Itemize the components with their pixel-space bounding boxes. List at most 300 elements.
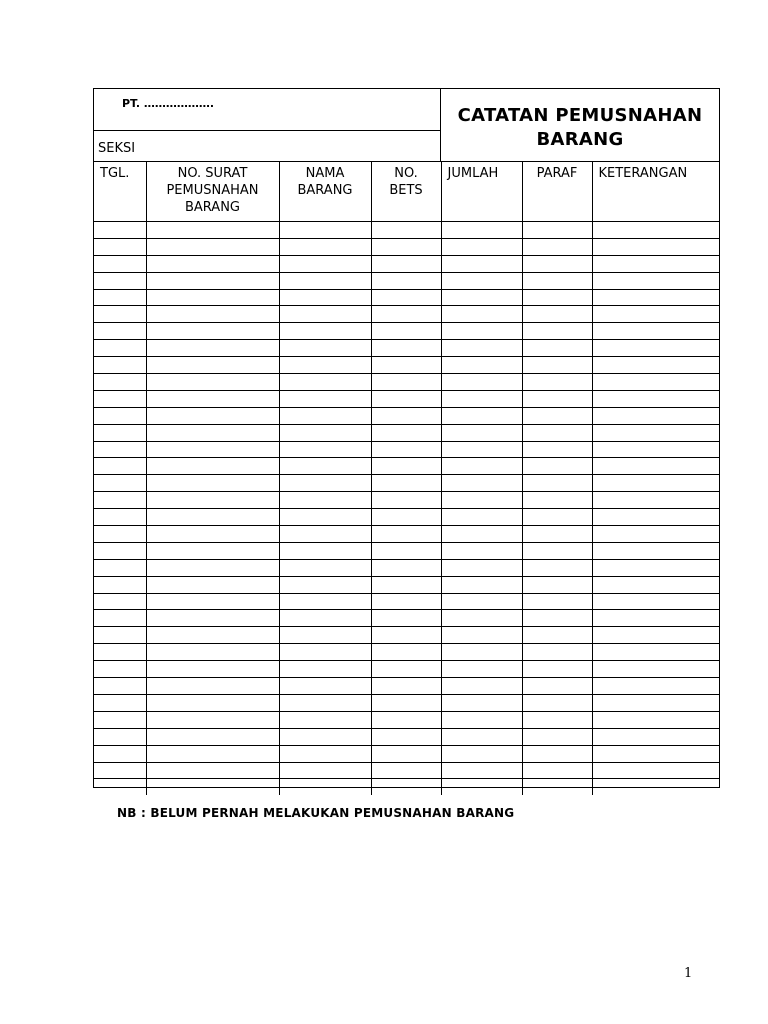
table-cell[interactable] — [94, 593, 146, 610]
table-cell[interactable] — [94, 509, 146, 526]
table-row — [94, 357, 719, 374]
table-cell[interactable] — [279, 374, 371, 391]
column-header — [592, 162, 719, 222]
table-cell[interactable] — [94, 526, 146, 543]
table-cell[interactable] — [94, 610, 146, 627]
table-cell[interactable] — [522, 222, 592, 239]
table-cell[interactable] — [94, 390, 146, 407]
table-cell[interactable] — [371, 576, 441, 593]
table-cell[interactable] — [592, 610, 719, 627]
table-cell[interactable] — [94, 492, 146, 509]
column-header-line: NO. SURAT — [177, 166, 248, 181]
table-cell[interactable] — [146, 694, 279, 711]
table-cell[interactable] — [94, 661, 146, 678]
table-cell[interactable] — [146, 728, 279, 745]
column-header — [279, 162, 371, 222]
table-cell[interactable] — [371, 238, 441, 255]
table-cell[interactable] — [522, 559, 592, 576]
column-header-line: NAMA — [305, 166, 345, 181]
table-cell[interactable] — [592, 306, 719, 323]
table-cell[interactable] — [371, 458, 441, 475]
table-cell[interactable] — [371, 441, 441, 458]
table-cell[interactable] — [279, 458, 371, 475]
table-cell[interactable] — [441, 542, 522, 559]
column-header-line: BARANG — [297, 183, 353, 198]
column-header — [522, 162, 592, 222]
table-cell[interactable] — [94, 475, 146, 492]
table-cell[interactable] — [371, 390, 441, 407]
table-cell[interactable] — [371, 323, 441, 340]
table-header-row — [94, 162, 719, 222]
table-cell[interactable] — [94, 441, 146, 458]
table-cell[interactable] — [371, 728, 441, 745]
table-cell[interactable] — [592, 779, 719, 795]
form-title — [458, 104, 703, 152]
table-cell[interactable] — [146, 526, 279, 543]
table-cell[interactable] — [146, 340, 279, 357]
table-cell[interactable] — [522, 458, 592, 475]
table-cell[interactable] — [592, 576, 719, 593]
table-cell[interactable] — [94, 323, 146, 340]
table-cell[interactable] — [592, 627, 719, 644]
table-cell[interactable] — [592, 272, 719, 289]
table-cell[interactable] — [279, 340, 371, 357]
table-cell[interactable] — [592, 711, 719, 728]
table-cell[interactable] — [94, 745, 146, 762]
table-cell[interactable] — [522, 390, 592, 407]
table-cell[interactable] — [592, 424, 719, 441]
table-cell[interactable] — [94, 627, 146, 644]
table-cell[interactable] — [146, 390, 279, 407]
table-row — [94, 779, 719, 795]
table-cell[interactable] — [592, 745, 719, 762]
table-cell[interactable] — [522, 255, 592, 272]
table-cell[interactable] — [146, 222, 279, 239]
table-cell[interactable] — [441, 661, 522, 678]
table-cell[interactable] — [146, 475, 279, 492]
table-cell[interactable] — [522, 711, 592, 728]
table-cell[interactable] — [441, 694, 522, 711]
table-cell[interactable] — [592, 526, 719, 543]
column-header-line: TGL. — [100, 166, 130, 181]
table-cell[interactable] — [146, 424, 279, 441]
table-cell[interactable] — [146, 678, 279, 695]
table-cell[interactable] — [279, 424, 371, 441]
table-row — [94, 407, 719, 424]
table-cell[interactable] — [94, 559, 146, 576]
table-row — [94, 576, 719, 593]
table-row — [94, 728, 719, 745]
column-header-line: BETS — [389, 183, 423, 198]
table-cell[interactable] — [94, 458, 146, 475]
table-cell[interactable] — [592, 678, 719, 695]
table-cell[interactable] — [441, 509, 522, 526]
table-cell[interactable] — [279, 610, 371, 627]
table-cell[interactable] — [592, 374, 719, 391]
table-cell[interactable] — [522, 610, 592, 627]
table-cell[interactable] — [522, 492, 592, 509]
table-cell[interactable] — [592, 390, 719, 407]
table-cell[interactable] — [592, 407, 719, 424]
table-cell[interactable] — [371, 661, 441, 678]
table-cell[interactable] — [592, 559, 719, 576]
table-cell[interactable] — [94, 678, 146, 695]
table-cell[interactable] — [522, 441, 592, 458]
table-cell[interactable] — [441, 610, 522, 627]
table-cell[interactable] — [522, 779, 592, 795]
table-cell[interactable] — [94, 340, 146, 357]
table-cell[interactable] — [371, 610, 441, 627]
table-cell[interactable] — [371, 745, 441, 762]
table-cell[interactable] — [94, 728, 146, 745]
table-cell[interactable] — [522, 762, 592, 779]
table-cell[interactable] — [441, 357, 522, 374]
table-cell[interactable] — [94, 694, 146, 711]
table-cell[interactable] — [94, 424, 146, 441]
table-cell[interactable] — [441, 492, 522, 509]
table-row — [94, 390, 719, 407]
table-cell[interactable] — [441, 390, 522, 407]
table-cell[interactable] — [94, 779, 146, 795]
title-cell — [441, 89, 719, 161]
table-row — [94, 272, 719, 289]
table-cell[interactable] — [441, 576, 522, 593]
destruction-record-form — [93, 88, 720, 788]
table-cell[interactable] — [592, 458, 719, 475]
table-cell[interactable] — [522, 475, 592, 492]
table-cell[interactable] — [279, 627, 371, 644]
table-cell[interactable] — [279, 542, 371, 559]
table-cell[interactable] — [441, 255, 522, 272]
column-header — [146, 162, 279, 222]
table-cell[interactable] — [441, 762, 522, 779]
table-cell[interactable] — [371, 559, 441, 576]
table-cell[interactable] — [94, 644, 146, 661]
table-cell[interactable] — [146, 762, 279, 779]
table-cell[interactable] — [592, 289, 719, 306]
table-cell[interactable] — [279, 289, 371, 306]
table-cell[interactable] — [146, 627, 279, 644]
table-cell[interactable] — [371, 289, 441, 306]
table-cell[interactable] — [94, 222, 146, 239]
table-cell[interactable] — [279, 694, 371, 711]
table-cell[interactable] — [279, 678, 371, 695]
table-cell[interactable] — [94, 374, 146, 391]
table-cell[interactable] — [94, 711, 146, 728]
table-cell[interactable] — [146, 509, 279, 526]
table-cell[interactable] — [279, 306, 371, 323]
table-cell[interactable] — [94, 762, 146, 779]
table-cell[interactable] — [279, 441, 371, 458]
table-cell[interactable] — [441, 678, 522, 695]
table-cell[interactable] — [279, 492, 371, 509]
table-cell[interactable] — [146, 711, 279, 728]
company-cell — [94, 89, 441, 131]
table-cell[interactable] — [441, 289, 522, 306]
table-cell[interactable] — [146, 492, 279, 509]
table-cell[interactable] — [94, 272, 146, 289]
table-cell[interactable] — [279, 559, 371, 576]
table-cell[interactable] — [94, 407, 146, 424]
table-cell[interactable] — [371, 222, 441, 239]
table-cell[interactable] — [146, 323, 279, 340]
table-cell[interactable] — [371, 627, 441, 644]
table-cell[interactable] — [146, 255, 279, 272]
table-row — [94, 289, 719, 306]
table-row — [94, 661, 719, 678]
table-cell[interactable] — [522, 424, 592, 441]
column-header-line: PEMUSNAHAN — [166, 183, 259, 198]
table-row — [94, 441, 719, 458]
table-cell[interactable] — [146, 745, 279, 762]
table-row — [94, 745, 719, 762]
table-cell[interactable] — [146, 779, 279, 795]
table-cell[interactable] — [441, 424, 522, 441]
table-row — [94, 222, 719, 239]
table-row — [94, 374, 719, 391]
table-cell[interactable] — [592, 542, 719, 559]
column-header-line: KETERANGAN — [598, 166, 688, 181]
table-cell[interactable] — [371, 424, 441, 441]
table-cell[interactable] — [592, 492, 719, 509]
table-cell[interactable] — [592, 644, 719, 661]
table-cell[interactable] — [441, 323, 522, 340]
table-cell[interactable] — [279, 238, 371, 255]
table-cell[interactable] — [522, 509, 592, 526]
table-cell[interactable] — [94, 238, 146, 255]
table-cell[interactable] — [279, 255, 371, 272]
table-cell[interactable] — [592, 593, 719, 610]
table-cell[interactable] — [371, 374, 441, 391]
table-cell[interactable] — [146, 593, 279, 610]
table-cell[interactable] — [279, 526, 371, 543]
table-cell[interactable] — [94, 289, 146, 306]
table-cell[interactable] — [371, 542, 441, 559]
table-cell[interactable] — [441, 728, 522, 745]
record-table — [94, 161, 719, 795]
table-cell[interactable] — [94, 357, 146, 374]
table-row — [94, 644, 719, 661]
company-field: PT. ………………. — [122, 97, 215, 110]
table-row — [94, 255, 719, 272]
table-cell[interactable] — [279, 644, 371, 661]
column-header-line: BARANG — [184, 200, 240, 215]
table-cell[interactable] — [279, 711, 371, 728]
table-cell[interactable] — [146, 542, 279, 559]
table-cell[interactable] — [441, 374, 522, 391]
table-cell[interactable] — [146, 661, 279, 678]
table-row — [94, 526, 719, 543]
table-cell[interactable] — [279, 390, 371, 407]
table-cell[interactable] — [522, 661, 592, 678]
table-row — [94, 593, 719, 610]
table-cell[interactable] — [371, 272, 441, 289]
table-cell[interactable] — [146, 238, 279, 255]
table-row — [94, 678, 719, 695]
table-cell[interactable] — [522, 306, 592, 323]
table-cell[interactable] — [522, 678, 592, 695]
table-cell[interactable] — [592, 323, 719, 340]
table-row — [94, 610, 719, 627]
table-cell[interactable] — [279, 576, 371, 593]
table-cell[interactable] — [441, 711, 522, 728]
table-cell[interactable] — [371, 644, 441, 661]
table-cell[interactable] — [371, 694, 441, 711]
table-cell[interactable] — [522, 728, 592, 745]
table-cell[interactable] — [94, 255, 146, 272]
table-cell[interactable] — [279, 323, 371, 340]
table-cell[interactable] — [592, 238, 719, 255]
table-body — [94, 222, 719, 796]
table-row — [94, 306, 719, 323]
table-cell[interactable] — [146, 458, 279, 475]
table-cell[interactable] — [441, 745, 522, 762]
table-cell[interactable] — [146, 644, 279, 661]
page-number: 1 — [684, 966, 693, 981]
table-cell[interactable] — [522, 593, 592, 610]
table-cell[interactable] — [146, 289, 279, 306]
table-cell[interactable] — [522, 323, 592, 340]
table-cell[interactable] — [371, 492, 441, 509]
table-cell[interactable] — [279, 509, 371, 526]
table-cell[interactable] — [371, 762, 441, 779]
table-cell[interactable] — [441, 340, 522, 357]
table-row — [94, 542, 719, 559]
table-cell[interactable] — [146, 374, 279, 391]
note-text: NB : BELUM PERNAH MELAKUKAN PEMUSNAHAN BARANG — [117, 806, 515, 820]
table-cell[interactable] — [279, 593, 371, 610]
table-cell[interactable] — [94, 576, 146, 593]
table-cell[interactable] — [441, 306, 522, 323]
table-cell[interactable] — [522, 644, 592, 661]
table-cell[interactable] — [441, 627, 522, 644]
table-cell[interactable] — [522, 272, 592, 289]
table-cell[interactable] — [441, 593, 522, 610]
table-cell[interactable] — [279, 762, 371, 779]
table-cell[interactable] — [441, 644, 522, 661]
table-cell[interactable] — [522, 542, 592, 559]
table-cell[interactable] — [371, 593, 441, 610]
table-cell[interactable] — [371, 526, 441, 543]
table-cell[interactable] — [522, 289, 592, 306]
table-cell[interactable] — [371, 475, 441, 492]
table-row — [94, 458, 719, 475]
table-cell[interactable] — [371, 306, 441, 323]
table-cell[interactable] — [592, 475, 719, 492]
table-row — [94, 509, 719, 526]
table-cell[interactable] — [441, 475, 522, 492]
table-cell[interactable] — [371, 509, 441, 526]
table-cell[interactable] — [522, 576, 592, 593]
table-cell[interactable] — [279, 728, 371, 745]
table-cell[interactable] — [441, 779, 522, 795]
column-header — [441, 162, 522, 222]
table-row — [94, 340, 719, 357]
table-cell[interactable] — [592, 357, 719, 374]
table-row — [94, 762, 719, 779]
table-row — [94, 694, 719, 711]
section-cell — [94, 131, 441, 161]
table-cell[interactable] — [371, 407, 441, 424]
table-cell[interactable] — [279, 745, 371, 762]
table-cell[interactable] — [522, 526, 592, 543]
table-row — [94, 424, 719, 441]
table-cell[interactable] — [146, 610, 279, 627]
table-cell[interactable] — [441, 458, 522, 475]
table-cell[interactable] — [146, 272, 279, 289]
table-cell[interactable] — [371, 357, 441, 374]
table-cell[interactable] — [146, 576, 279, 593]
table-cell[interactable] — [441, 407, 522, 424]
table-cell[interactable] — [146, 559, 279, 576]
table-cell[interactable] — [371, 678, 441, 695]
table-cell[interactable] — [279, 357, 371, 374]
table-cell[interactable] — [522, 357, 592, 374]
table-cell[interactable] — [279, 475, 371, 492]
table-cell[interactable] — [94, 542, 146, 559]
table-cell[interactable] — [441, 526, 522, 543]
table-cell[interactable] — [522, 374, 592, 391]
table-row — [94, 492, 719, 509]
table-cell[interactable] — [371, 711, 441, 728]
section-field: SEKSI — [98, 141, 136, 156]
table-cell[interactable] — [279, 779, 371, 795]
table-row — [94, 559, 719, 576]
table-cell[interactable] — [279, 272, 371, 289]
table-cell[interactable] — [592, 441, 719, 458]
table-cell[interactable] — [522, 238, 592, 255]
table-cell[interactable] — [592, 694, 719, 711]
table-cell[interactable] — [592, 509, 719, 526]
column-header-line: PARAF — [536, 166, 578, 181]
table-cell[interactable] — [371, 340, 441, 357]
column-header-line: JUMLAH — [447, 166, 499, 181]
table-cell[interactable] — [441, 222, 522, 239]
table-cell[interactable] — [146, 306, 279, 323]
table-cell[interactable] — [146, 441, 279, 458]
table-cell[interactable] — [592, 728, 719, 745]
table-cell[interactable] — [441, 441, 522, 458]
table-cell[interactable] — [592, 661, 719, 678]
table-row — [94, 627, 719, 644]
table-cell[interactable] — [279, 407, 371, 424]
table-cell[interactable] — [522, 340, 592, 357]
table-cell[interactable] — [94, 306, 146, 323]
column-header — [371, 162, 441, 222]
table-cell[interactable] — [522, 407, 592, 424]
table-cell[interactable] — [592, 255, 719, 272]
table-row — [94, 475, 719, 492]
table-cell[interactable] — [522, 745, 592, 762]
table-cell[interactable] — [592, 340, 719, 357]
column-header — [94, 162, 146, 222]
table-cell[interactable] — [279, 661, 371, 678]
column-header-line: NO. — [394, 166, 418, 181]
table-cell[interactable] — [371, 255, 441, 272]
table-cell[interactable] — [522, 627, 592, 644]
table-cell[interactable] — [279, 222, 371, 239]
table-cell[interactable] — [592, 222, 719, 239]
table-cell[interactable] — [146, 357, 279, 374]
table-cell[interactable] — [441, 272, 522, 289]
form-title-line-2: BARANG — [536, 129, 624, 150]
table-cell[interactable] — [441, 238, 522, 255]
table-cell[interactable] — [371, 779, 441, 795]
table-cell[interactable] — [441, 559, 522, 576]
table-cell[interactable] — [592, 762, 719, 779]
table-cell[interactable] — [146, 407, 279, 424]
table-cell[interactable] — [522, 694, 592, 711]
